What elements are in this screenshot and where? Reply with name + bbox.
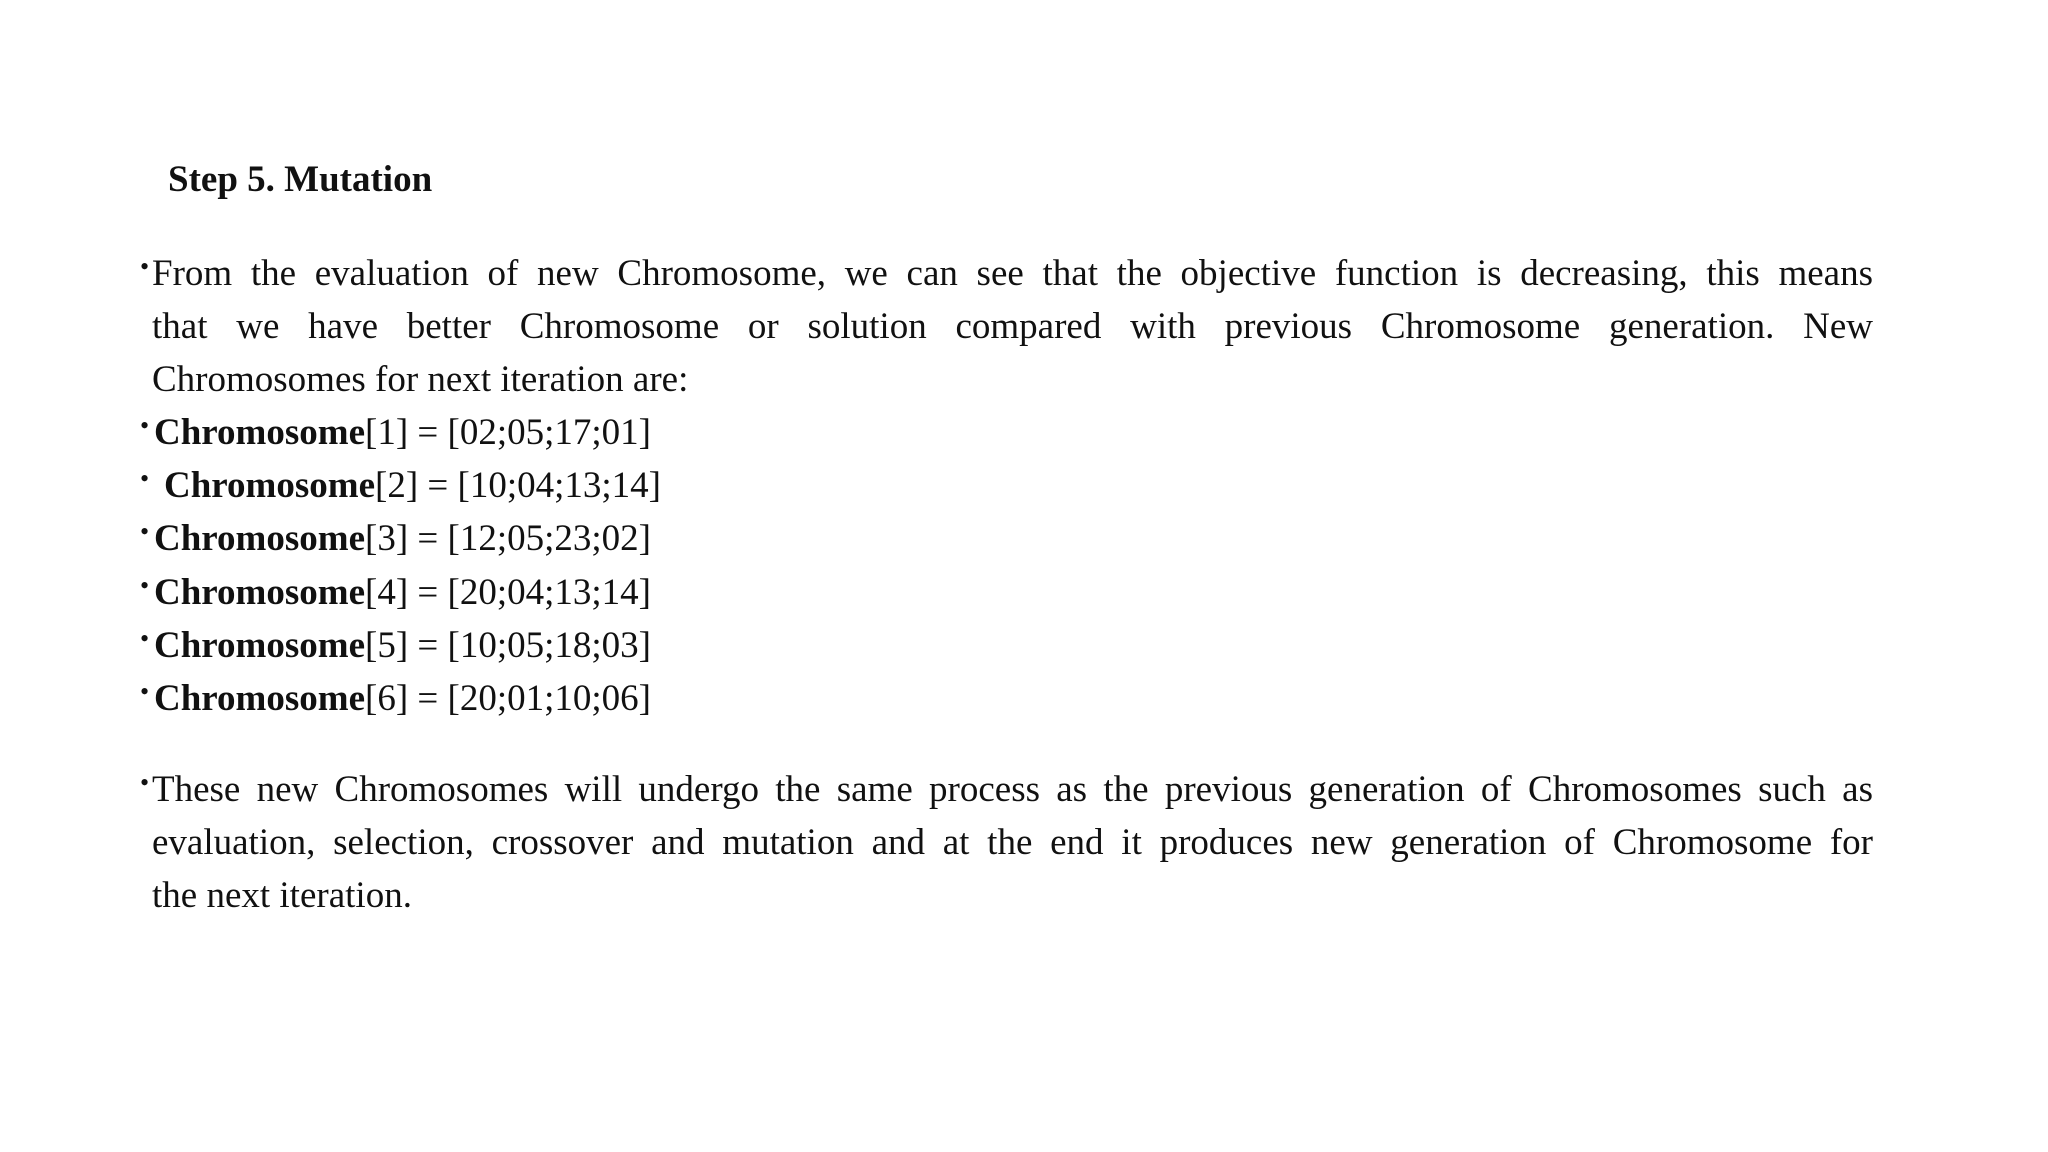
bullet-icon: • xyxy=(140,768,150,797)
chromosome-label: Chromosome xyxy=(154,571,366,613)
paragraph-next-generation xyxy=(140,763,1873,922)
bullet-icon: • xyxy=(140,252,150,281)
chromosome-label: Chromosome xyxy=(154,677,366,719)
chromosome-value: [3] = [12;05;23;02] xyxy=(365,518,652,560)
bullet-icon: • xyxy=(140,517,150,547)
paragraph-line: the next iteration. xyxy=(152,875,412,916)
chromosome-value: [2] = [10;04;13;14] xyxy=(375,465,662,507)
bullet-icon: • xyxy=(140,411,150,440)
chromosome-item xyxy=(140,512,661,565)
chromosome-item xyxy=(140,566,661,619)
bullet-icon: • xyxy=(140,623,150,653)
chromosome-label: Chromosome xyxy=(154,624,366,666)
paragraph-line: These new Chromosomes will undergo the same process as the previous generation of Chromosomes such as xyxy=(152,769,1873,810)
chromosome-item xyxy=(140,459,661,512)
paragraph-evaluation xyxy=(140,247,1873,406)
paragraph-line: From the evaluation of new Chromosome, we can see that the objective function is decreasing, this means xyxy=(152,253,1873,294)
bullet-icon: • xyxy=(140,570,150,600)
bullet-icon: • xyxy=(140,676,150,706)
paragraph-line: Chromosomes for next iteration are: xyxy=(152,359,689,400)
chromosome-label: Chromosome xyxy=(154,518,366,560)
chromosome-label: Chromosome xyxy=(164,465,376,507)
chromosome-value: [1] = [02;05;17;01] xyxy=(365,412,652,453)
bullet-icon: • xyxy=(140,464,150,494)
chromosome-item xyxy=(140,406,661,459)
chromosome-value: [5] = [10;05;18;03] xyxy=(365,624,652,666)
paragraph-line: evaluation, selection, crossover and mutation and at the end it produces new generation of Chromosome for xyxy=(152,822,1873,863)
chromosome-list xyxy=(140,406,661,725)
chromosome-item xyxy=(140,619,661,672)
chromosome-value: [4] = [20;04;13;14] xyxy=(365,571,652,613)
chromosome-label: Chromosome xyxy=(154,412,366,453)
chromosome-value: [6] = [20;01;10;06] xyxy=(365,677,652,719)
slide-title: Step 5. Mutation xyxy=(168,159,433,200)
paragraph-line: that we have better Chromosome or solution compared with previous Chromosome generation. New xyxy=(152,306,1873,347)
chromosome-item xyxy=(140,672,661,725)
